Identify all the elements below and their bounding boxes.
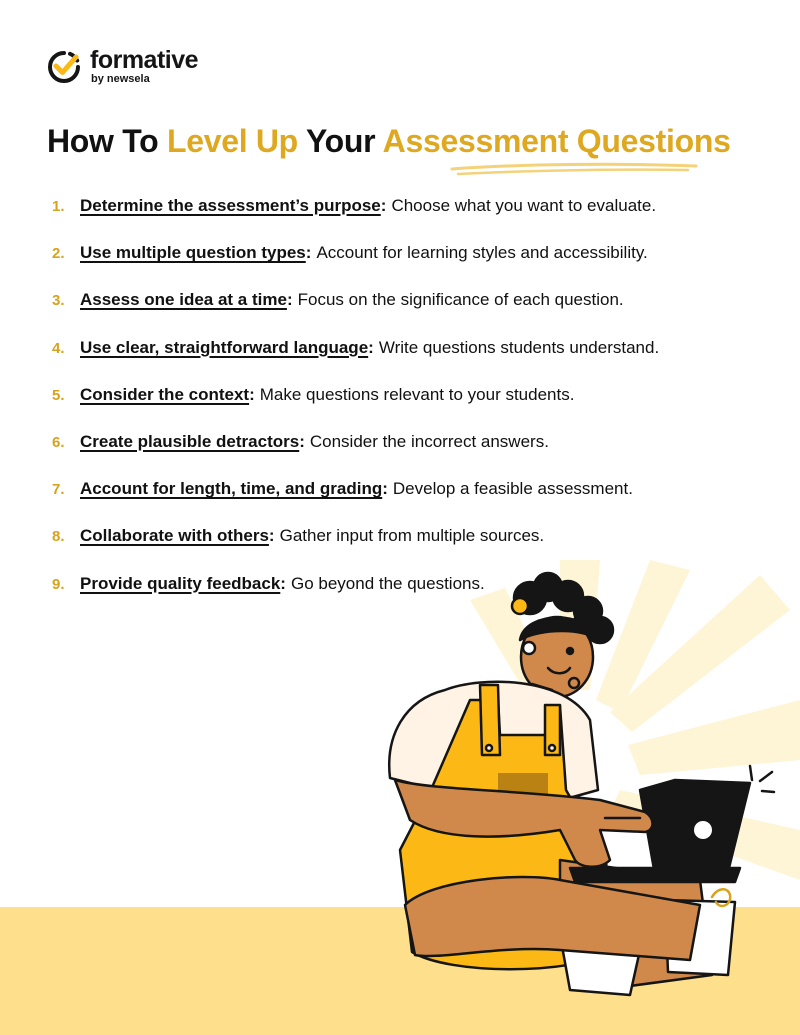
title-accent: Level Up (166, 123, 298, 159)
step-colon: : (268, 526, 275, 546)
step-description: Make questions relevant to your students. (259, 384, 575, 404)
step-term: Assess one idea at a time (80, 290, 287, 310)
step-description: Go beyond the questions. (290, 573, 485, 593)
step-number: 2. (52, 245, 65, 263)
step-term: Determine the assessment’s purpose (80, 196, 381, 215)
step-description: Write questions students understand. (378, 337, 660, 357)
title-accent: Assessment Questions (382, 123, 731, 159)
step-number: 8. (52, 528, 65, 546)
step-description: Focus on the significance of each question. (297, 290, 624, 310)
step-colon: : (305, 243, 312, 263)
step-colon: : (299, 431, 305, 451)
step-description: Gather input from multiple sources. (279, 526, 545, 546)
step-term: Collaborate with others (80, 526, 269, 546)
step-colon: : (380, 196, 387, 215)
step-number: 1. (52, 198, 65, 215)
step-term: Use multiple question types (80, 243, 306, 263)
step-description: Choose what you want to evaluate. (391, 196, 657, 215)
step-colon: : (249, 384, 255, 404)
brand-subtitle: by newsela (91, 73, 150, 85)
step-colon: : (368, 337, 374, 357)
step-number: 9. (52, 575, 65, 593)
step-number: 6. (52, 433, 65, 451)
step-number: 5. (52, 386, 65, 404)
title-part: Your (297, 123, 383, 159)
step-term: Create plausible detractors (80, 431, 300, 451)
step-description: Consider the incorrect answers. (309, 431, 549, 451)
step-colon: : (382, 479, 388, 499)
step-colon: : (280, 573, 286, 593)
step-number: 4. (52, 339, 65, 357)
step-colon: : (286, 290, 293, 310)
step-term: Provide quality feedback (80, 573, 281, 593)
step-number: 7. (52, 481, 65, 499)
step-term: Consider the context (80, 384, 250, 404)
brand-name: formative (90, 46, 199, 74)
step-term: Use clear, straightforward language (80, 337, 369, 357)
step-number: 3. (52, 292, 65, 310)
title-part: How To (47, 123, 167, 159)
step-description: Develop a feasible assessment. (392, 479, 633, 499)
step-term: Account for length, time, and grading (80, 479, 383, 499)
step-description: Account for learning styles and accessibility. (316, 243, 648, 263)
